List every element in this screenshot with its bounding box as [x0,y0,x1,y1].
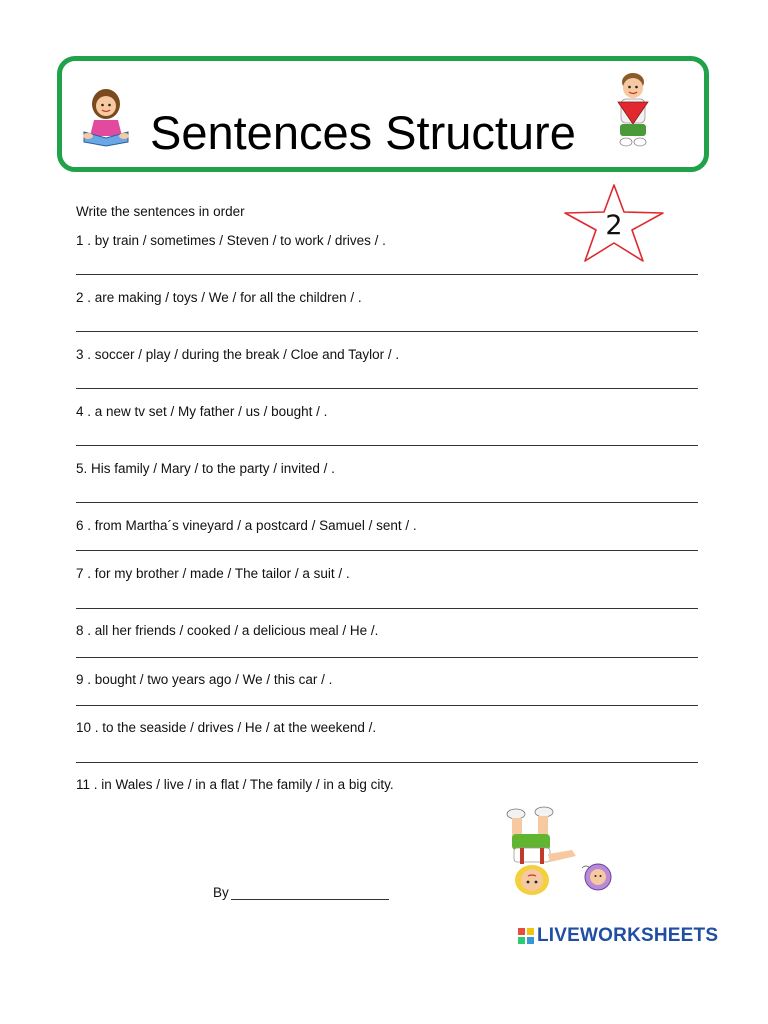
sentence-item: 9 . bought / two years ago / We / this car / . [76,672,333,687]
sentence-item: 4 . a new tv set / My father / us / bought / . [76,404,328,419]
answer-line[interactable] [76,608,698,609]
answer-line[interactable] [76,274,698,275]
star-icon [562,182,666,264]
page-title: Sentences Structure [150,106,576,159]
sentence-item: 7 . for my brother / made / The tailor / a suit / . [76,566,350,581]
kid-handstand-clipart-icon [500,804,580,900]
author-stamp-icon [578,860,614,892]
liveworksheets-logo-icon [518,928,534,944]
sentence-item: 11 . in Wales / live / in a flat / The family / in a big city. [76,777,394,792]
sentence-item: 5. His family / Mary / to the party / invited / . [76,461,335,476]
signature-line[interactable] [231,899,389,900]
star-number: 2 [605,210,623,241]
answer-line[interactable] [76,445,698,446]
liveworksheets-logo[interactable] [518,924,718,948]
girl-reading-clipart-icon [78,86,134,150]
sentence-item: 6 . from Martha´s vineyard / a postcard / Samuel / sent / . [76,518,417,533]
answer-line[interactable] [76,762,698,763]
answer-line[interactable] [76,388,698,389]
answer-line[interactable] [76,502,698,503]
answer-line[interactable] [76,331,698,332]
instructions: Write the sentences in order [76,204,245,219]
brand-name: LIVEWORKSHEETS [537,925,719,946]
signature-label: By [213,885,229,900]
answer-line[interactable] [76,705,698,706]
sentence-item: 10 . to the seaside / drives / He / at the weekend /. [76,720,377,735]
answer-line[interactable] [76,657,698,658]
sentence-item: 1 . by train / sometimes / Steven / to work / drives / . [76,233,386,248]
sentence-item: 2 . are making / toys / We / for all the children / . [76,290,362,305]
sentence-item: 3 . soccer / play / during the break / Cloe and Taylor / . [76,347,400,362]
answer-line[interactable] [76,550,698,551]
sentence-item: 8 . all her friends / cooked / a delicious meal / He /. [76,623,379,638]
boy-with-flag-clipart-icon [606,70,660,150]
